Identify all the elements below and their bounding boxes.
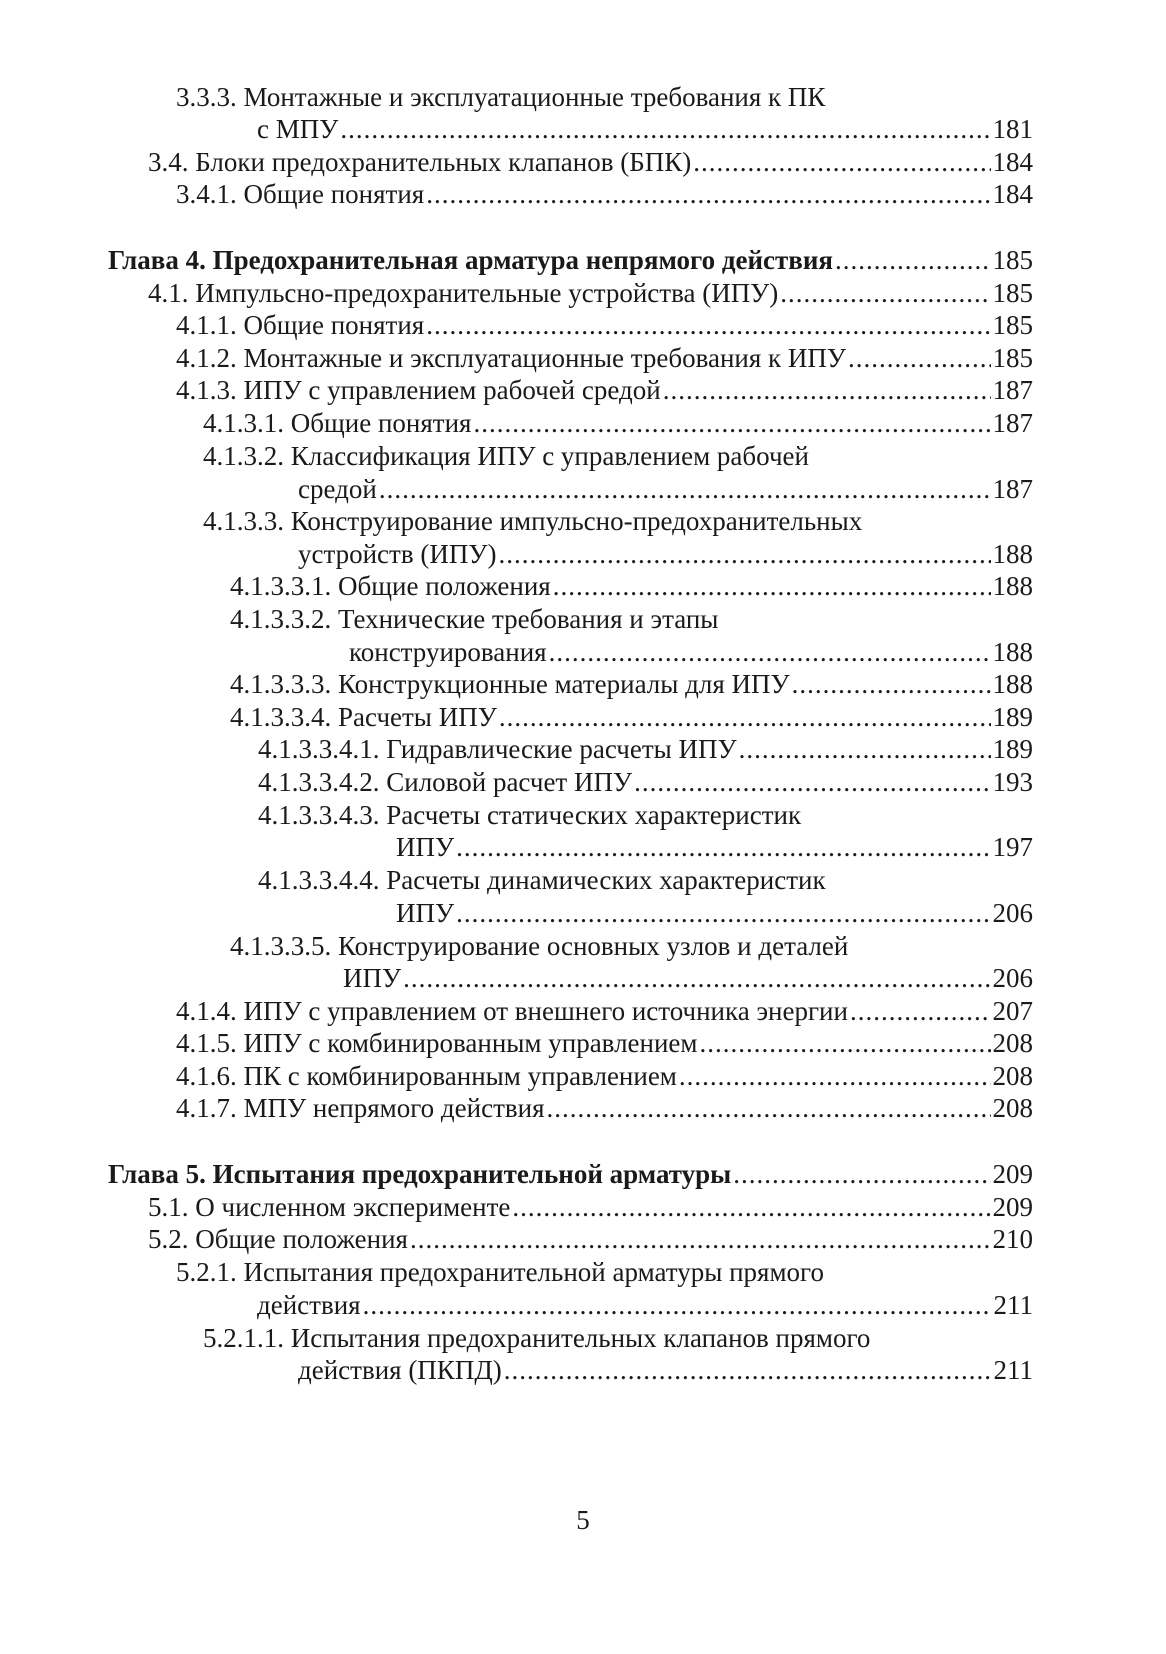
toc-entry-page: 206 — [992, 898, 1033, 928]
toc-entry-page: 187 — [992, 408, 1033, 438]
toc-entry-text: 4.1.3.3.5. Конструирование основных узлов и деталей — [230, 931, 849, 961]
toc-entry — [396, 896, 1033, 930]
toc-entry-page: 207 — [992, 996, 1033, 1026]
toc-entry-text: средой — [298, 474, 377, 504]
dot-leader — [403, 961, 990, 995]
toc-entry-page: 185 — [992, 343, 1033, 373]
toc-entry-text: ИПУ — [396, 898, 455, 928]
dot-leader — [693, 145, 990, 179]
toc-entry — [176, 994, 1033, 1028]
toc-entry-text: 4.1.4. ИПУ с управлением от внешнего источника энергии — [176, 996, 848, 1026]
toc-entry-text: 5.2. Общие положения — [148, 1224, 408, 1254]
dot-leader — [456, 830, 990, 864]
toc-entry — [176, 308, 1033, 342]
toc-entry — [257, 112, 1033, 146]
dot-leader — [410, 1222, 991, 1256]
dot-leader — [792, 667, 991, 701]
toc-entry-text: 4.1.3.3.4.2. Силовой расчет ИПУ — [258, 767, 633, 797]
toc-entry — [176, 80, 1033, 114]
toc-entry-text: 4.1.3.3.1. Общие положения — [230, 571, 551, 601]
toc-entry-text: 4.1.3.3.4. Расчеты ИПУ — [230, 702, 497, 732]
toc-entry-page: 184 — [992, 147, 1033, 177]
dot-leader — [634, 765, 990, 799]
toc-entry-text: 3.4. Блоки предохранительных клапанов (БПК) — [148, 147, 692, 177]
dot-leader — [733, 1157, 990, 1191]
dot-leader — [700, 1026, 991, 1060]
dot-leader — [499, 700, 991, 734]
toc-chapter-heading — [108, 1157, 1033, 1191]
toc-entry-page: 185 — [992, 245, 1033, 275]
toc-entry-page: 210 — [992, 1224, 1033, 1254]
toc-entry-text: 4.1.3.2. Классификация ИПУ с управлением рабочей — [203, 441, 809, 471]
toc-entry-text: Глава 4. Предохранительная арматура непрямого действия — [108, 245, 834, 275]
toc-entry-text: 4.1.3.3.4.1. Гидравлические расчеты ИПУ — [258, 734, 737, 764]
toc-entry-page: 184 — [992, 179, 1033, 209]
toc-entry-text: действия — [257, 1290, 361, 1320]
dot-leader — [379, 472, 991, 506]
toc-entry-text: устройств (ИПУ) — [298, 539, 497, 569]
dot-leader — [456, 896, 990, 930]
toc-entry-page: 209 — [992, 1159, 1033, 1189]
dot-leader — [549, 635, 991, 669]
toc-entry-page: 188 — [992, 539, 1033, 569]
toc-entry-text: 4.1.3.3. Конструирование импульсно-предохранительных — [203, 506, 863, 536]
toc-entry — [230, 700, 1033, 734]
dot-leader — [546, 1091, 990, 1125]
toc-entry — [148, 1222, 1033, 1256]
dot-leader — [848, 341, 990, 375]
dot-leader — [663, 373, 991, 407]
toc-entry — [203, 1321, 1033, 1355]
toc-entry-page: 189 — [992, 702, 1033, 732]
toc-entry — [230, 569, 1033, 603]
toc-entry — [148, 276, 1033, 310]
toc-entry-text: конструирования — [349, 637, 547, 667]
page-number: 5 — [576, 1505, 590, 1535]
dot-leader — [739, 732, 991, 766]
toc-entry-text: Глава 5. Испытания предохранительной арматуры — [108, 1159, 732, 1189]
toc-entry-text: с МПУ — [257, 114, 339, 144]
dot-leader — [780, 276, 990, 310]
toc-entry-text: действия (ПКПД) — [298, 1355, 502, 1385]
toc-entry — [176, 1255, 1033, 1289]
dot-leader — [340, 112, 990, 146]
toc-entry — [176, 1026, 1033, 1060]
toc-entry — [203, 504, 1033, 538]
toc-entry — [230, 602, 1033, 636]
toc-entry-text: 5.1. О численном эксперименте — [148, 1192, 511, 1222]
dot-leader — [498, 537, 990, 571]
dot-leader — [473, 406, 990, 440]
toc-entry — [148, 145, 1033, 179]
toc-entry — [176, 177, 1033, 211]
toc-entry-page: 187 — [992, 375, 1033, 405]
dot-leader — [850, 994, 991, 1028]
toc-entry-page: 185 — [992, 278, 1033, 308]
toc-entry-text: 4.1.1. Общие понятия — [176, 310, 425, 340]
toc-entry-page: 208 — [992, 1093, 1033, 1123]
toc-entry-text: 5.2.1.1. Испытания предохранительных клапанов прямого — [203, 1323, 871, 1353]
toc-entry — [258, 732, 1033, 766]
toc-entry — [176, 341, 1033, 375]
toc-entry-page: 208 — [992, 1061, 1033, 1091]
toc-entry — [258, 765, 1033, 799]
toc-entry-page: 206 — [992, 963, 1033, 993]
toc-chapter-heading — [108, 243, 1033, 277]
toc-entry-page: 211 — [993, 1355, 1033, 1385]
toc-entry-text: 4.1.3.3.4.3. Расчеты статических характеристик — [258, 800, 802, 830]
dot-leader — [504, 1353, 992, 1387]
toc-entry-text: 4.1.7. МПУ непрямого действия — [176, 1093, 545, 1123]
toc-entry-text: 4.1.3.1. Общие понятия — [203, 408, 472, 438]
toc-entry-text: 4.1.5. ИПУ с комбинированным управлением — [176, 1028, 698, 1058]
toc-entry-text: 4.1.6. ПК с комбинированным управлением — [176, 1061, 677, 1091]
toc-entry — [258, 798, 1033, 832]
toc-entry — [298, 472, 1033, 506]
toc-entry-page: 181 — [992, 114, 1033, 144]
toc-entry — [230, 667, 1033, 701]
dot-leader — [426, 177, 990, 211]
toc-entry-text: ИПУ — [396, 832, 455, 862]
toc-entry — [176, 1091, 1033, 1125]
toc-entry — [176, 1059, 1033, 1093]
toc-entry — [298, 537, 1033, 571]
toc-entry-text: 4.1.3.3.3. Конструкционные материалы для ИПУ — [230, 669, 790, 699]
toc-entry-text: 4.1.2. Монтажные и эксплуатационные требования к ИПУ — [176, 343, 847, 373]
toc-entry — [258, 863, 1033, 897]
toc-entry-page: 188 — [992, 669, 1033, 699]
dot-leader — [512, 1190, 990, 1224]
toc-entry — [203, 406, 1033, 440]
toc-entry — [349, 635, 1033, 669]
toc-entry — [298, 1353, 1033, 1387]
toc-entry-page: 197 — [992, 832, 1033, 862]
toc-entry-text: ИПУ — [343, 963, 402, 993]
toc-entry-page: 209 — [992, 1192, 1033, 1222]
toc-entry-page: 193 — [992, 767, 1033, 797]
toc-entry — [257, 1288, 1033, 1322]
toc-entry — [203, 439, 1033, 473]
toc-entry — [176, 373, 1033, 407]
toc-entry-page: 187 — [992, 474, 1033, 504]
toc-entry-text: 3.4.1. Общие понятия — [176, 179, 425, 209]
toc-entry-text: 4.1.3.3.4.4. Расчеты динамических характеристик — [258, 865, 826, 895]
toc-entry — [343, 961, 1033, 995]
dot-leader — [553, 569, 991, 603]
toc-entry-text: 5.2.1. Испытания предохранительной арматуры прямого — [176, 1257, 824, 1287]
toc-entry-page: 189 — [992, 734, 1033, 764]
toc-entry-text: 4.1. Импульсно-предохранительные устройства (ИПУ) — [148, 278, 779, 308]
toc-entry-text: 4.1.3. ИПУ с управлением рабочей средой — [176, 375, 661, 405]
toc-entry-page: 188 — [992, 637, 1033, 667]
dot-leader — [363, 1288, 992, 1322]
toc-entry — [148, 1190, 1033, 1224]
toc-entry-page: 188 — [992, 571, 1033, 601]
toc-entry — [396, 830, 1033, 864]
toc-entry-page: 211 — [993, 1290, 1033, 1320]
toc-entry — [230, 929, 1033, 963]
dot-leader — [835, 243, 990, 277]
dot-leader — [426, 308, 990, 342]
toc-entry-page: 208 — [992, 1028, 1033, 1058]
toc-entry-page: 185 — [992, 310, 1033, 340]
toc-entry-text: 3.3.3. Монтажные и эксплуатационные требования к ПК — [176, 82, 826, 112]
dot-leader — [679, 1059, 991, 1093]
toc-entry-text: 4.1.3.3.2. Технические требования и этапы — [230, 604, 719, 634]
